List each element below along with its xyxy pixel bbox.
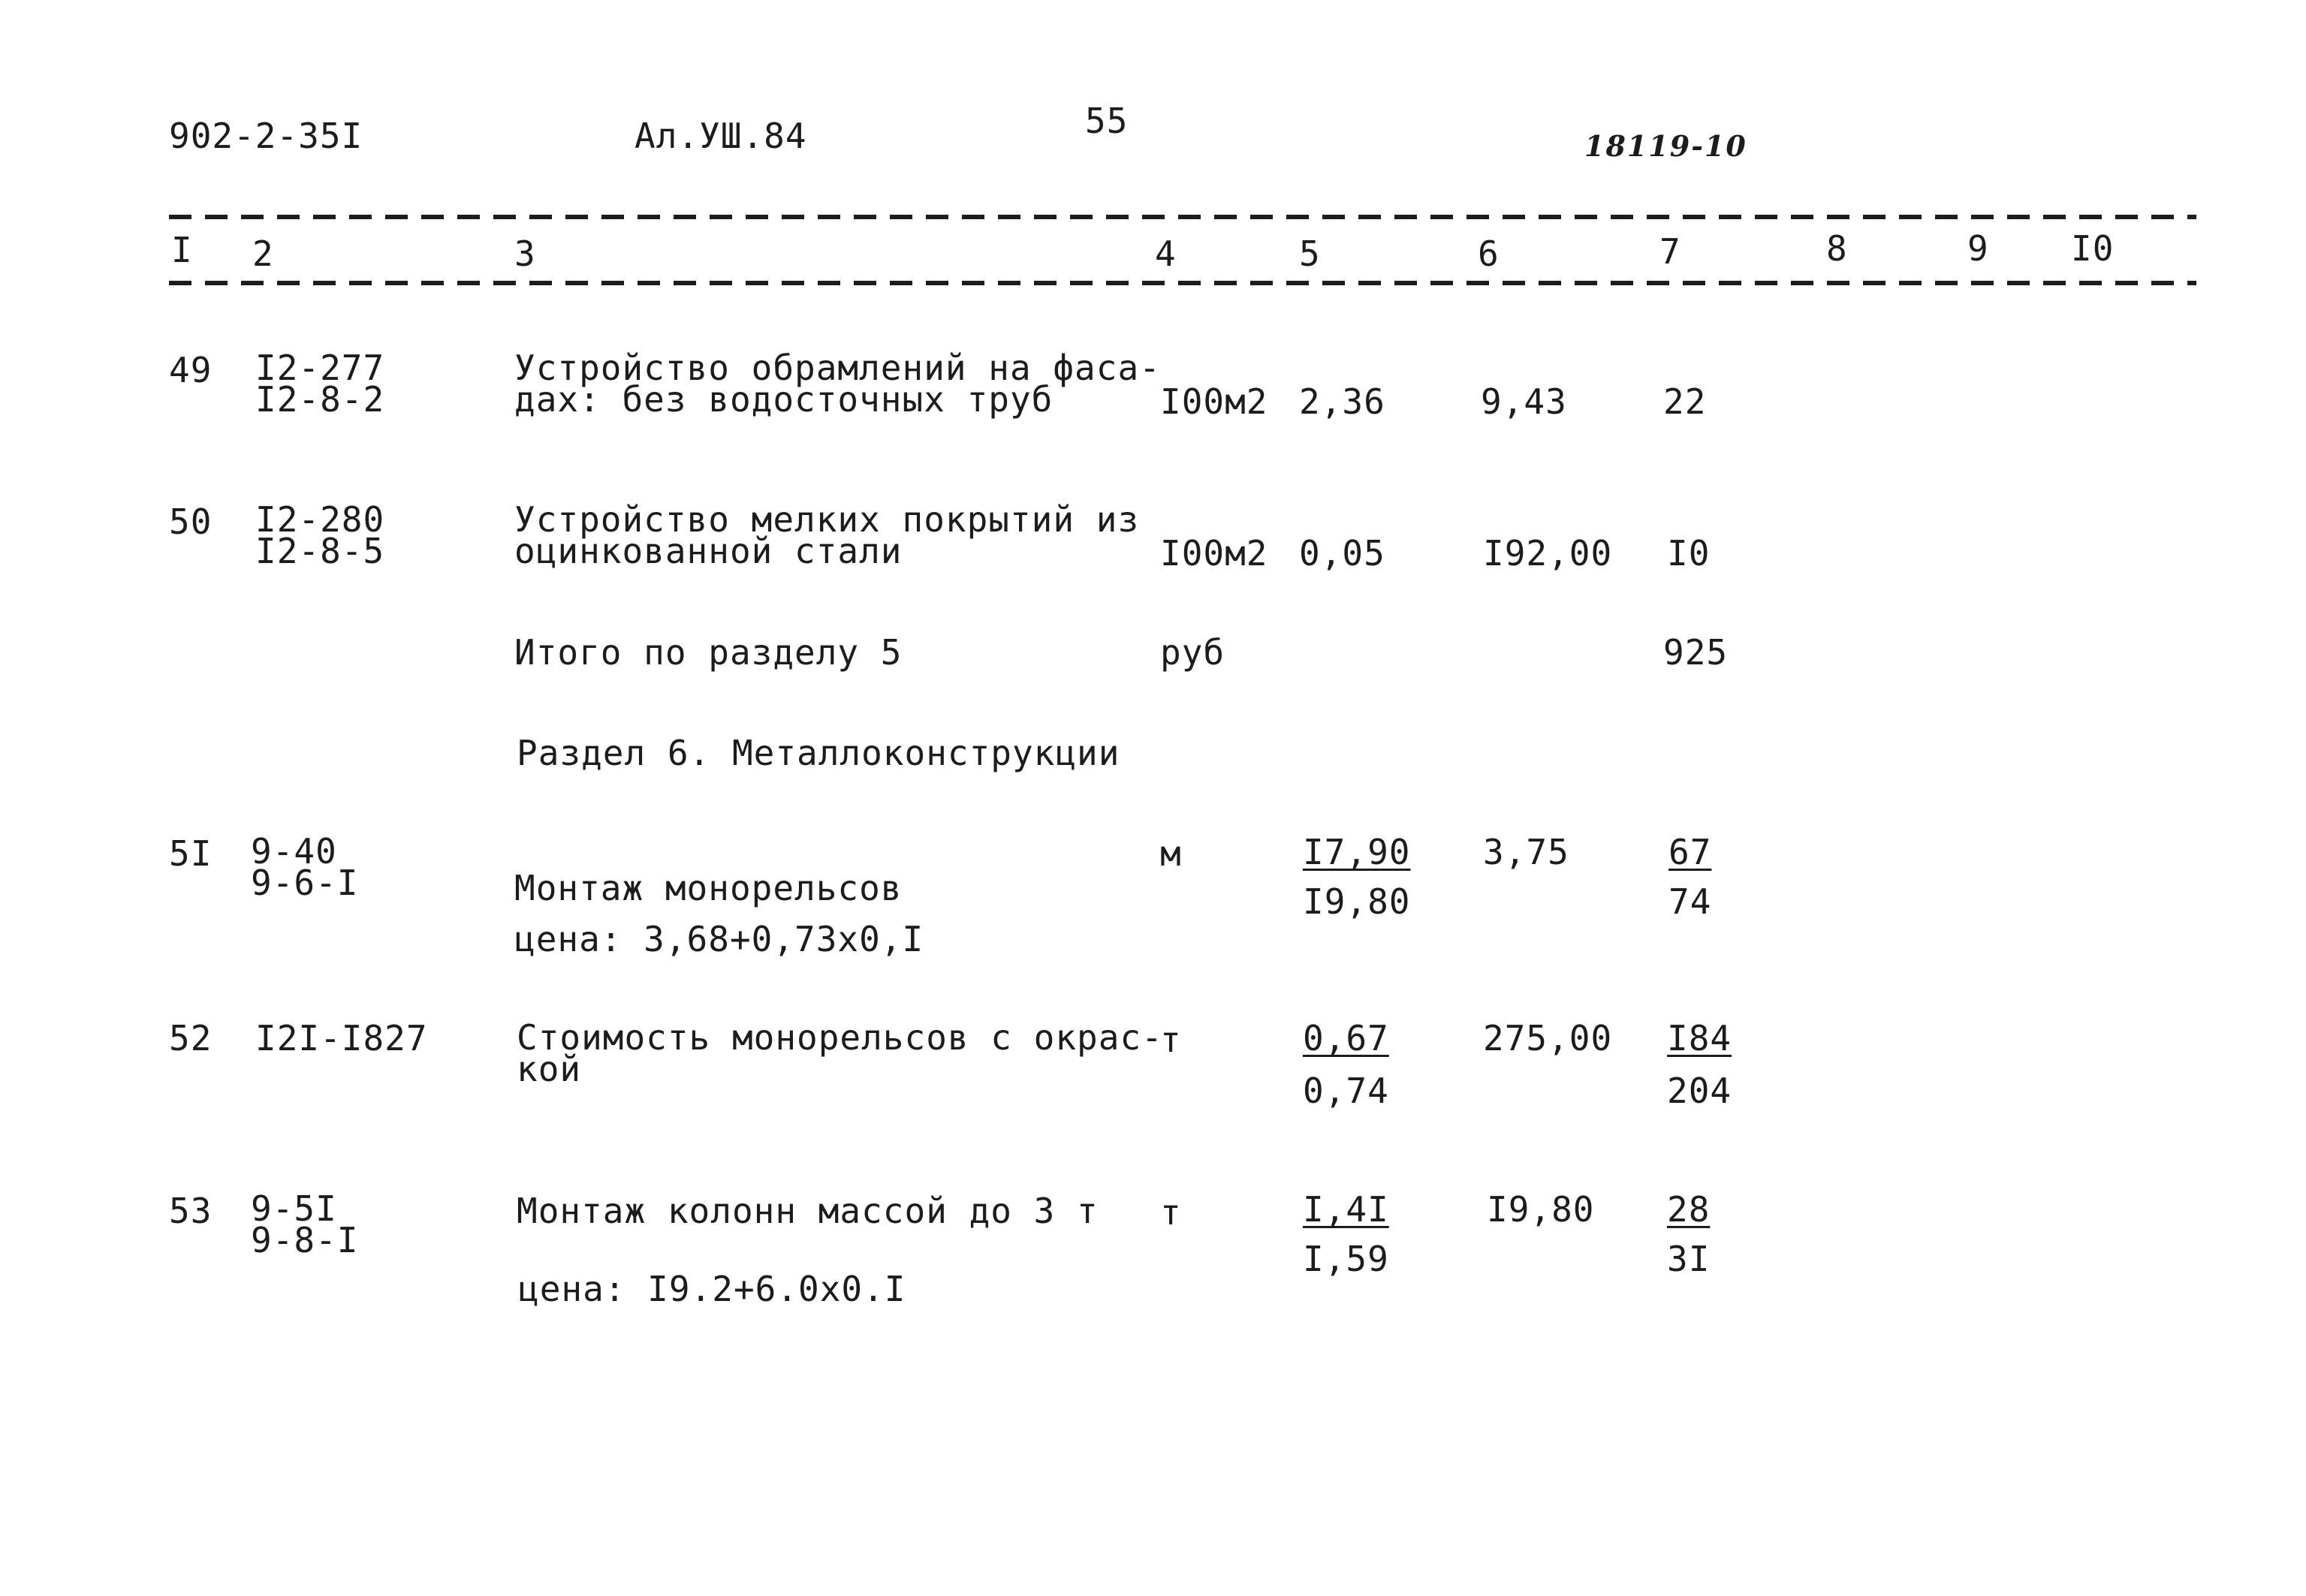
row-number: 5I (169, 833, 213, 874)
row-code: 9-8-I (251, 1220, 359, 1260)
row-price: I92,00 (1483, 533, 1613, 574)
row-description: Монтаж колонн массой до 3 т (517, 1191, 1099, 1231)
total-cost: 925 (1663, 632, 1729, 673)
row-description: оцинкованной стали (514, 531, 903, 571)
row-cost: 28 (1667, 1189, 1711, 1230)
row-cost: I84 (1667, 1018, 1732, 1058)
album-number: Ал.УШ.84 (635, 116, 807, 156)
row-cost-adjusted: 204 (1667, 1071, 1732, 1111)
page-number: 55 (1085, 101, 1129, 141)
row-price: 3,75 (1483, 832, 1569, 872)
column-header: 8 (1826, 228, 1848, 269)
row-number: 50 (169, 501, 213, 542)
column-header: I0 (2071, 228, 2115, 269)
row-unit: I00м2 (1160, 381, 1268, 422)
row-cost: 67 (1668, 832, 1712, 872)
total-unit: руб (1160, 632, 1225, 673)
row-unit: т (1160, 1192, 1182, 1233)
row-unit: I00м2 (1160, 533, 1268, 574)
row-unit: т (1160, 1019, 1182, 1060)
row-description: дах: без водосточных труб (514, 379, 1054, 420)
row-number: 52 (169, 1018, 213, 1058)
header-divider-bottom (169, 281, 2196, 285)
column-header: 6 (1478, 233, 1500, 274)
row-code: I2-277 (255, 348, 385, 388)
handwritten-stamp: 18119-10 (1584, 129, 1747, 163)
row-quantity: I7,90 (1303, 832, 1411, 872)
row-code: I2I-I827 (255, 1018, 428, 1058)
document-code: 902-2-35I (169, 116, 363, 156)
row-quantity: I,4I (1303, 1189, 1389, 1230)
row-code: I2-8-2 (255, 379, 385, 420)
row-quantity-adjusted: I,59 (1303, 1239, 1389, 1279)
row-quantity: 0,67 (1303, 1018, 1389, 1058)
row-code: I2-280 (255, 499, 385, 540)
column-header: 5 (1299, 233, 1321, 274)
row-code: 9-6-I (251, 863, 359, 903)
column-header: 3 (514, 233, 536, 274)
row-code: I2-8-5 (255, 531, 385, 571)
column-header: 7 (1659, 231, 1681, 272)
row-description: Стоимость монорельсов с окрас- (517, 1017, 1163, 1058)
row-quantity: 0,05 (1299, 533, 1385, 574)
column-header: 9 (1967, 228, 1989, 269)
row-cost: I0 (1667, 533, 1711, 574)
row-price: 9,43 (1481, 381, 1567, 422)
column-header: 4 (1155, 233, 1177, 274)
column-header: I (171, 230, 193, 270)
row-price-formula: цена: I9.2+6.0x0.I (518, 1269, 906, 1309)
section-heading: Раздел 6. Металлоконструкции (517, 733, 1120, 773)
row-code: 9-5I (251, 1188, 337, 1229)
row-description: Устройство обрамлений на фаса- (514, 348, 1161, 388)
row-quantity-adjusted: 0,74 (1303, 1071, 1389, 1111)
row-cost-adjusted: 74 (1668, 881, 1712, 922)
row-cost-adjusted: 3I (1667, 1239, 1711, 1279)
row-description: Устройство мелких покрытий из (514, 499, 1140, 540)
column-header: 2 (252, 233, 274, 274)
row-number: 49 (169, 350, 213, 390)
total-label: Итого по разделу 5 (514, 632, 903, 673)
row-description: Монтаж монорельсов (514, 868, 903, 908)
row-unit: м (1160, 833, 1182, 874)
row-number: 53 (169, 1191, 213, 1231)
row-cost: 22 (1663, 381, 1707, 422)
row-quantity: 2,36 (1299, 381, 1385, 422)
row-code: 9-40 (251, 831, 337, 872)
header-divider-top (169, 215, 2196, 219)
row-quantity-adjusted: I9,80 (1303, 881, 1411, 922)
row-price: 275,00 (1483, 1018, 1613, 1058)
row-description: кой (517, 1049, 582, 1089)
row-price-formula: цена: 3,68+0,73x0,I (514, 919, 924, 959)
row-price: I9,80 (1487, 1189, 1595, 1230)
